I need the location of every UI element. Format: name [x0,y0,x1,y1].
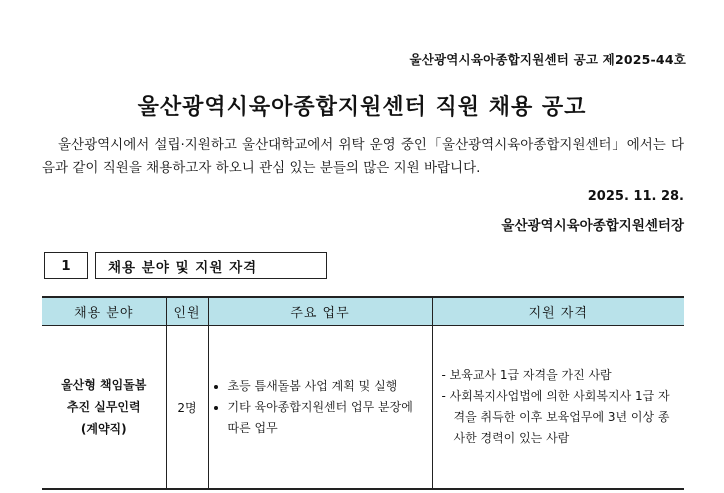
qualifications-list [434,365,684,449]
table-header-row [42,297,684,326]
recruitment-table [42,296,684,490]
header-field: 채용 분야 [42,297,166,326]
header-qualifications: 지원 자격 [432,297,684,326]
cell-field [42,326,166,490]
header-duties: 주요 업무 [208,297,432,326]
duties-list [210,376,431,439]
field-line: (계약직) [80,422,127,436]
announcement-date: 2025. 11. 28. [587,189,684,204]
header-count: 인원 [166,297,208,326]
signer: 울산광역시육아종합지원센터장 [501,218,684,234]
list-item: - 보육교사 1급 자격을 가진 사람 [442,365,678,386]
field-line: 울산형 책임돌봄 [61,378,147,392]
section-title: 채용 분야 및 지원 자격 [95,252,327,279]
table-row [42,326,684,490]
list-item: - 사회복지사업법에 의한 사회복지사 1급 자격을 취득한 이후 보육업무에 3년 이상 종사한 경력이 있는 사람 [442,386,678,449]
cell-qualifications [432,326,684,490]
cell-duties [208,326,432,490]
list-item: • 초등 틈새돌봄 사업 계획 및 실행 [228,376,425,397]
intro-text: 울산광역시에서 설립·지원하고 울산대학교에서 위탁 운영 중인「울산광역시육아종합지원센터」에서는 다음과 같이 직원을 채용하고자 하오니 관심 있는 분들의 많은 지원 바랍니다. [42,137,684,176]
intro-paragraph [42,134,684,180]
announcement-number: 울산광역시육아종합지원센터 공고 제2025-44호 [409,52,686,67]
page-title: 울산광역시육아종합지원센터 직원 채용 공고 [137,95,587,120]
section-number: 1 [44,252,88,279]
cell-count: 2명 [166,326,208,490]
field-line: 추진 실무인력 [66,400,141,414]
list-item: • 기타 육아종합지원센터 업무 분장에 따른 업무 [228,397,425,439]
